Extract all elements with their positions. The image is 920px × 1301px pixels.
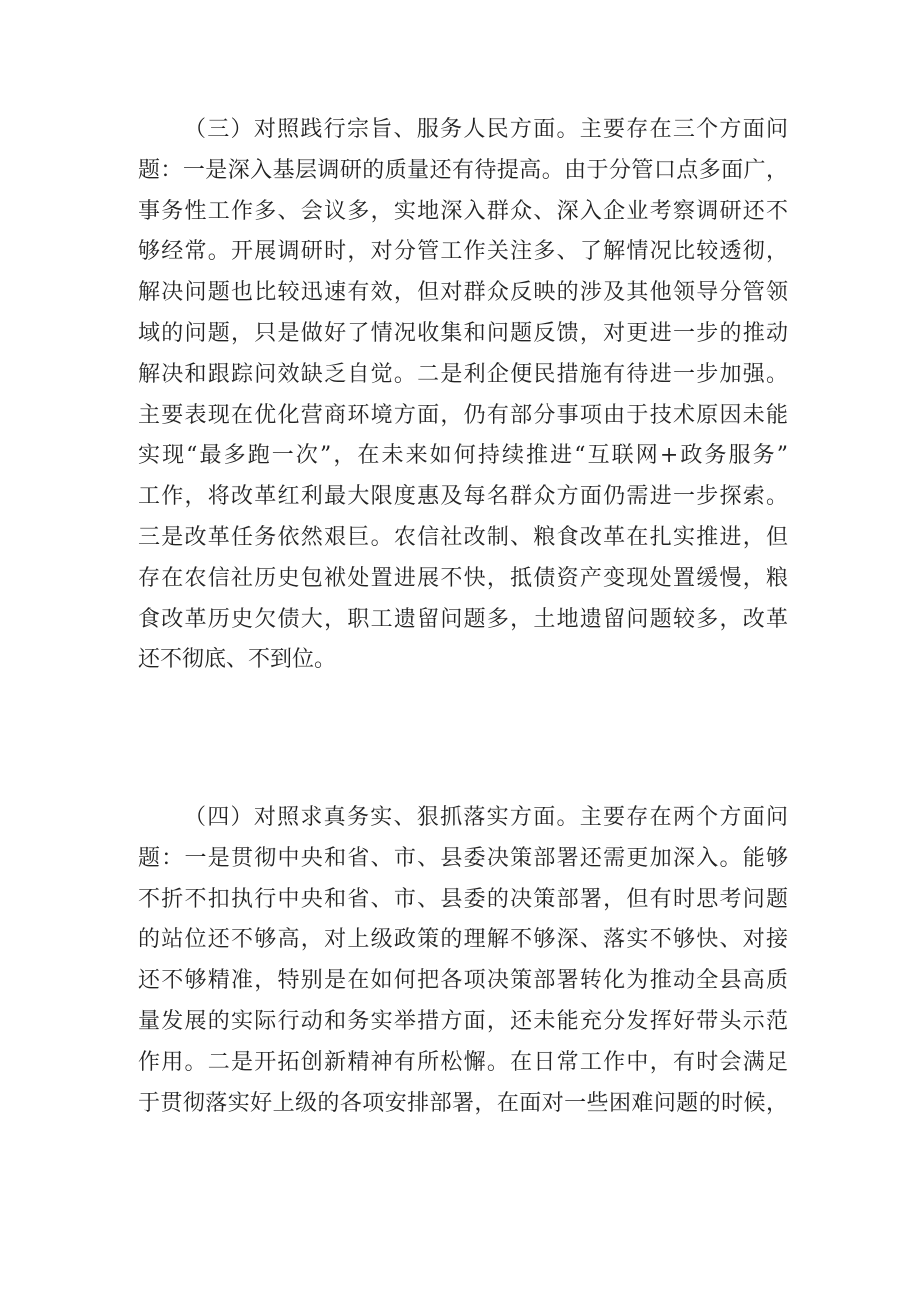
paragraph-line: 解决问题也比较迅速有效，但对群众反映的涉及其他领导分管领: [138, 280, 788, 306]
paragraph-line: 题：一是贯彻中央和省、市、县委决策部署还需更加深入。能够: [138, 845, 788, 871]
paragraph-line: 还不彻底、不到位。: [138, 647, 337, 673]
paragraph-line: （三）对照践行宗旨、服务人民方面。主要存在三个方面问: [184, 117, 788, 142]
paragraph-line: 够经常。开展调研时，对分管工作关注多、了解情况比较透彻，: [138, 239, 788, 265]
paragraph-line: 域的问题，只是做好了情况收集和问题反馈，对更进一步的推动: [138, 320, 788, 346]
paragraph-line: 作用。二是开拓创新精神有所松懈。在日常工作中，有时会满足: [138, 1049, 788, 1075]
paragraph-line: 还不够精准，特别是在如何把各项决策部署转化为推动全县高质: [138, 968, 788, 994]
paragraph-line: （四）对照求真务实、狠抓落实方面。主要存在两个方面问: [184, 805, 788, 830]
paragraph-line: 三是改革任务依然艰巨。农信社改制、粮食改革在扎实推进，但: [138, 524, 788, 550]
paragraph-line: 于贯彻落实好上级的各项安排部署，在面对一些困难问题的时候，: [138, 1090, 788, 1116]
paragraph-line: 的站位还不够高，对上级政策的理解不够深、落实不够快、对接: [138, 927, 788, 953]
paragraph-line: 实现“最多跑一次”，在未来如何持续推进“互联网+政务服务”: [138, 443, 788, 469]
paragraph-line: 事务性工作多、会议多，实地深入群众、深入企业考察调研还不: [138, 198, 788, 224]
paragraph-line: 食改革历史欠债大，职工遗留问题多，土地遗留问题较多，改革: [138, 606, 788, 632]
paragraph-line: 工作，将改革红利最大限度惠及每名群众方面仍需进一步探索。: [138, 484, 788, 510]
paragraph-line: 主要表现在优化营商环境方面，仍有部分事项由于技术原因未能: [138, 402, 788, 428]
paragraph-line: 题：一是深入基层调研的质量还有待提高。由于分管口点多面广，: [138, 157, 788, 183]
paragraph-line: 不折不扣执行中央和省、市、县委的决策部署，但有时思考问题: [138, 886, 788, 912]
paragraph-line: 存在农信社历史包袱处置进展不快，抵债资产变现处置缓慢，粮: [138, 565, 788, 591]
paragraph-line: 量发展的实际行动和务实举措方面，还未能充分发挥好带头示范: [138, 1008, 788, 1034]
paragraph-section-4: [138, 798, 788, 1124]
paragraph-line: 解决和跟踪问效缺乏自觉。二是利企便民措施有待进一步加强。: [138, 361, 788, 387]
paragraph-section-3: [138, 110, 788, 681]
